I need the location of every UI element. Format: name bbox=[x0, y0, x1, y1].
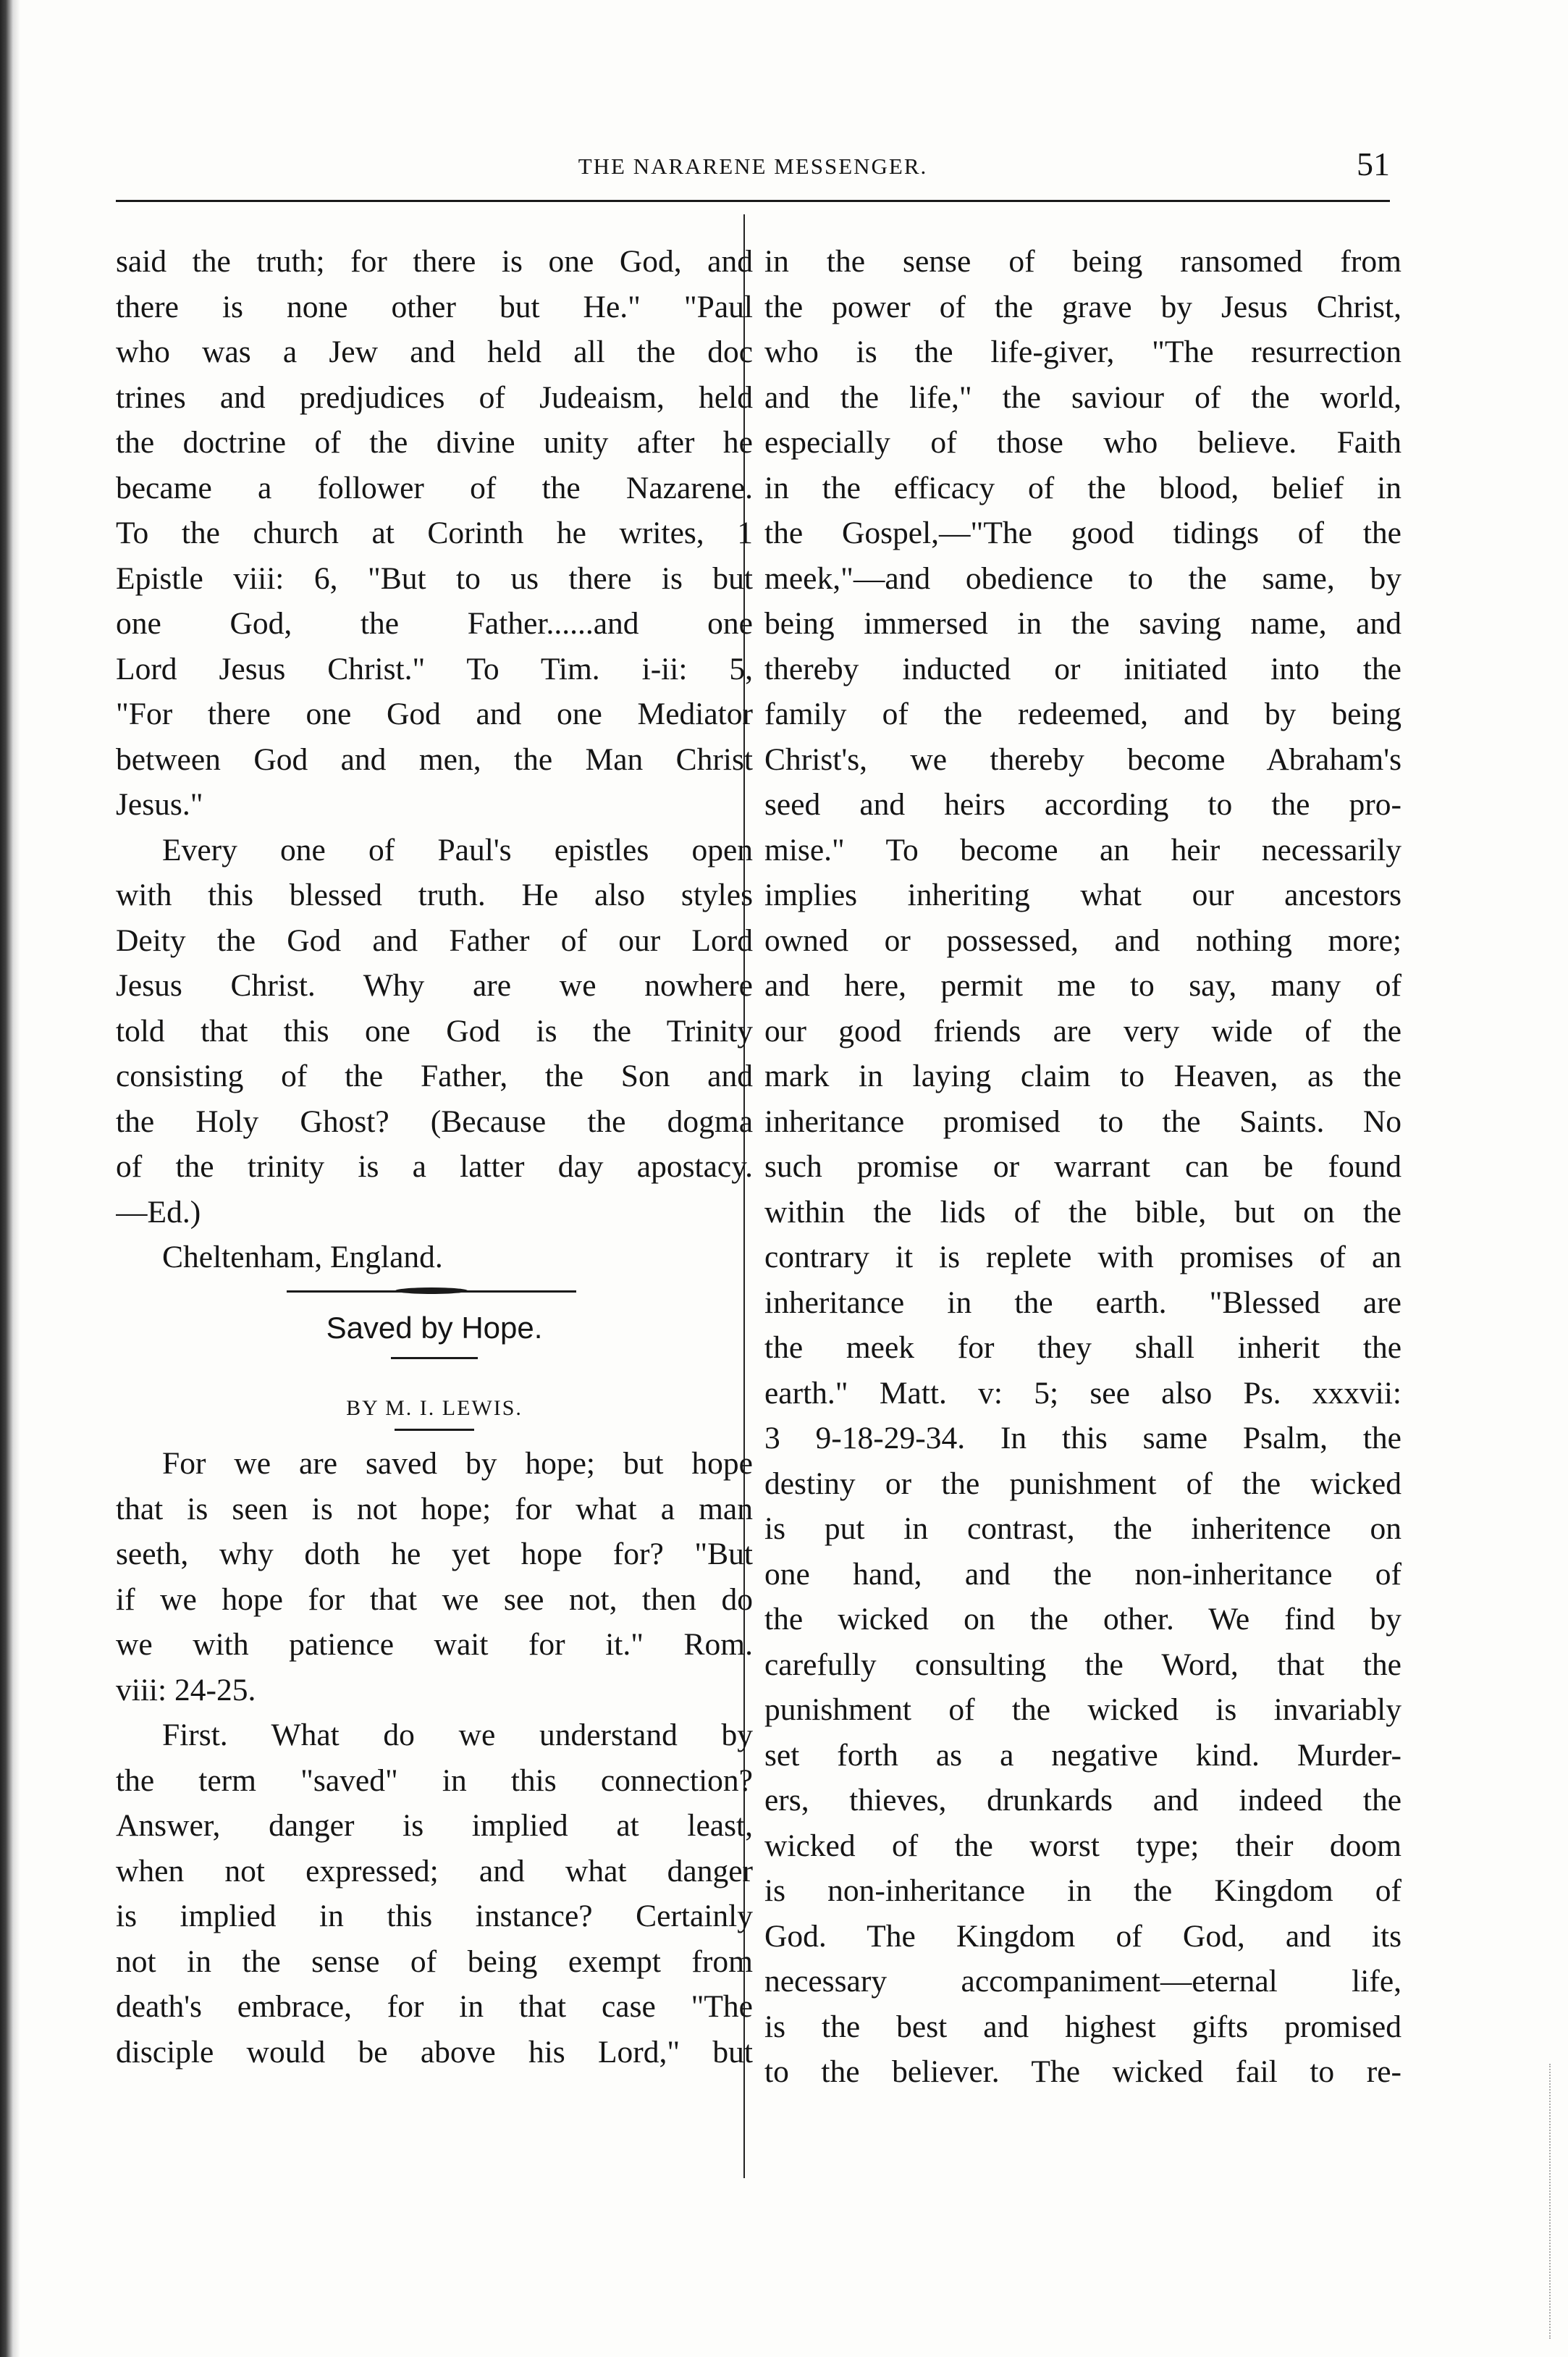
text-line: trines and predjudices of Judeaism, held bbox=[116, 379, 753, 415]
text-line: mark in laying claim to Heaven, as the bbox=[764, 1059, 1401, 1093]
text-line: punishment of the wicked is invariably bbox=[764, 1692, 1401, 1727]
text-line: Cheltenham, England. bbox=[162, 1240, 443, 1274]
text-line: owned or possessed, and nothing more; bbox=[764, 923, 1401, 958]
text-line: thereby inducted or initiated into the bbox=[764, 651, 1401, 686]
text-line: viii: 24-25. bbox=[116, 1672, 256, 1707]
text-line: the doctrine of the divine unity after he bbox=[116, 425, 753, 460]
text-line: who is the life-giver, "The resurrection bbox=[764, 335, 1401, 369]
text-line: Every one of Paul's epistles open bbox=[162, 832, 753, 867]
text-line: seeth, why doth he yet hope for? "But bbox=[116, 1537, 753, 1571]
byline-rule bbox=[395, 1429, 474, 1441]
text-line: in the efficacy of the blood, belief in bbox=[764, 470, 1401, 505]
text-line: First. What do we understand by bbox=[162, 1718, 753, 1752]
article-byline: BY M. I. LEWIS. bbox=[346, 1396, 523, 1420]
text-line: Lord Jesus Christ." To Tim. i-ii: 5, bbox=[116, 651, 753, 686]
text-line: —Ed.) bbox=[116, 1194, 201, 1230]
text-line: said the truth; for there is one God, and bbox=[116, 244, 753, 279]
text-line: consisting of the Father, the Son and bbox=[116, 1059, 753, 1093]
text-line: implies inheriting what our ancestors bbox=[764, 878, 1401, 912]
text-line: became a follower of the Nazarene. bbox=[116, 470, 753, 505]
text-line: and the life," the saviour of the world, bbox=[764, 379, 1401, 415]
text-line: is the best and highest gifts promised bbox=[764, 2009, 1401, 2044]
text-line: Christ's, we thereby become Abraham's bbox=[764, 741, 1401, 777]
text-line: the Holy Ghost? (Because the dogma bbox=[116, 1104, 753, 1139]
text-line: one God, the Father......and one bbox=[116, 606, 753, 641]
text-line: disciple would be above his Lord," but bbox=[116, 2034, 753, 2070]
left-column bbox=[116, 239, 753, 2075]
text-line: To the church at Corinth he writes, 1 bbox=[116, 516, 753, 550]
text-line: if we hope for that we see not, then do bbox=[116, 1581, 753, 1617]
text-line: between God and men, the Man Christ bbox=[116, 741, 753, 777]
text-line: the wicked on the other. We find by bbox=[764, 1602, 1401, 1637]
text-line: one hand, and the non-inheritance of bbox=[764, 1556, 1401, 1592]
text-line: Epistle viii: 6, "But to us there is but bbox=[116, 560, 753, 596]
text-line: to the believer. The wicked fail to re- bbox=[764, 2054, 1401, 2089]
text-line: of the trinity is a latter day apostacy. bbox=[116, 1149, 753, 1184]
section-divider bbox=[287, 1280, 576, 1302]
text-line: especially of those who believe. Faith bbox=[764, 425, 1401, 460]
text-line: Answer, danger is implied at least, bbox=[116, 1808, 753, 1843]
text-line: who was a Jew and held all the doc bbox=[116, 335, 753, 369]
text-line: God. The Kingdom of God, and its bbox=[764, 1918, 1401, 1954]
text-line: Deity the God and Father of our Lord bbox=[116, 923, 753, 958]
text-line: the meek for they shall inherit the bbox=[764, 1330, 1401, 1365]
right-column bbox=[764, 239, 1401, 2095]
article-title: Saved by Hope. bbox=[326, 1310, 543, 1345]
text-line: being immersed in the saving name, and bbox=[764, 606, 1401, 641]
text-line: set forth as a negative kind. Murder- bbox=[764, 1737, 1401, 1773]
scan-binding-edge bbox=[0, 0, 20, 2357]
text-line: such promise or warrant can be found bbox=[764, 1149, 1401, 1184]
text-line: For we are saved by hope; but hope bbox=[162, 1446, 753, 1481]
text-line: when not expressed; and what danger bbox=[116, 1853, 753, 1888]
text-line: inheritance in the earth. "Blessed are bbox=[764, 1285, 1401, 1320]
text-line: death's embrace, for in that case "The bbox=[116, 1989, 753, 2024]
text-line: there is none other but He." "Paul bbox=[116, 289, 753, 324]
scan-right-edge bbox=[1549, 2064, 1555, 2339]
text-line: in the sense of being ransomed from bbox=[764, 244, 1401, 279]
text-line: Jesus." bbox=[116, 787, 203, 822]
text-line: carefully consulting the Word, that the bbox=[764, 1647, 1401, 1682]
text-line: 3 9-18-29-34. In this same Psalm, the bbox=[764, 1421, 1401, 1455]
text-line: is put in contrast, the inheritence on bbox=[764, 1511, 1401, 1546]
text-line: the term "saved" in this connection? bbox=[116, 1763, 753, 1798]
running-head: THE NARARENE MESSENGER. bbox=[578, 154, 928, 179]
text-line: wicked of the worst type; their doom bbox=[764, 1828, 1401, 1863]
text-line: the power of the grave by Jesus Christ, bbox=[764, 289, 1401, 324]
text-line: the Gospel,—"The good tidings of the bbox=[764, 516, 1401, 550]
text-line: earth." Matt. v: 5; see also Ps. xxxvii: bbox=[764, 1375, 1401, 1411]
text-line: within the lids of the bible, but on the bbox=[764, 1194, 1401, 1230]
text-line: our good friends are very wide of the bbox=[764, 1013, 1401, 1049]
text-line: ers, thieves, drunkards and indeed the bbox=[764, 1783, 1401, 1818]
text-line: meek,"—and obedience to the same, by bbox=[764, 560, 1401, 596]
text-line: and here, permit me to say, many of bbox=[764, 968, 1401, 1003]
text-line: mise." To become an heir necessarily bbox=[764, 832, 1401, 867]
title-rule bbox=[391, 1357, 478, 1394]
text-line: family of the redeemed, and by being bbox=[764, 697, 1401, 731]
text-line: Jesus Christ. Why are we nowhere bbox=[116, 968, 753, 1003]
text-line: necessary accompaniment—eternal life, bbox=[764, 1964, 1401, 1999]
text-line: not in the sense of being exempt from bbox=[116, 1944, 753, 1979]
text-line: told that this one God is the Trinity bbox=[116, 1013, 753, 1049]
text-line: we with patience wait for it." Rom. bbox=[116, 1627, 753, 1662]
page-header bbox=[116, 145, 1390, 188]
text-line: is non-inheritance in the Kingdom of bbox=[764, 1873, 1401, 1908]
text-line: "For there one God and one Mediator bbox=[116, 697, 753, 731]
text-line: contrary it is replete with promises of an bbox=[764, 1240, 1401, 1274]
text-line: that is seen is not hope; for what a man bbox=[116, 1491, 753, 1526]
header-rule bbox=[116, 200, 1390, 202]
text-line: with this blessed truth. He also styles bbox=[116, 878, 753, 912]
text-line: is implied in this instance? Certainly bbox=[116, 1899, 753, 1933]
text-line: destiny or the punishment of the wicked bbox=[764, 1466, 1401, 1501]
text-line: seed and heirs according to the pro- bbox=[764, 787, 1401, 822]
text-line: inheritance promised to the Saints. No bbox=[764, 1104, 1401, 1139]
page-number: 51 bbox=[1357, 146, 1390, 182]
